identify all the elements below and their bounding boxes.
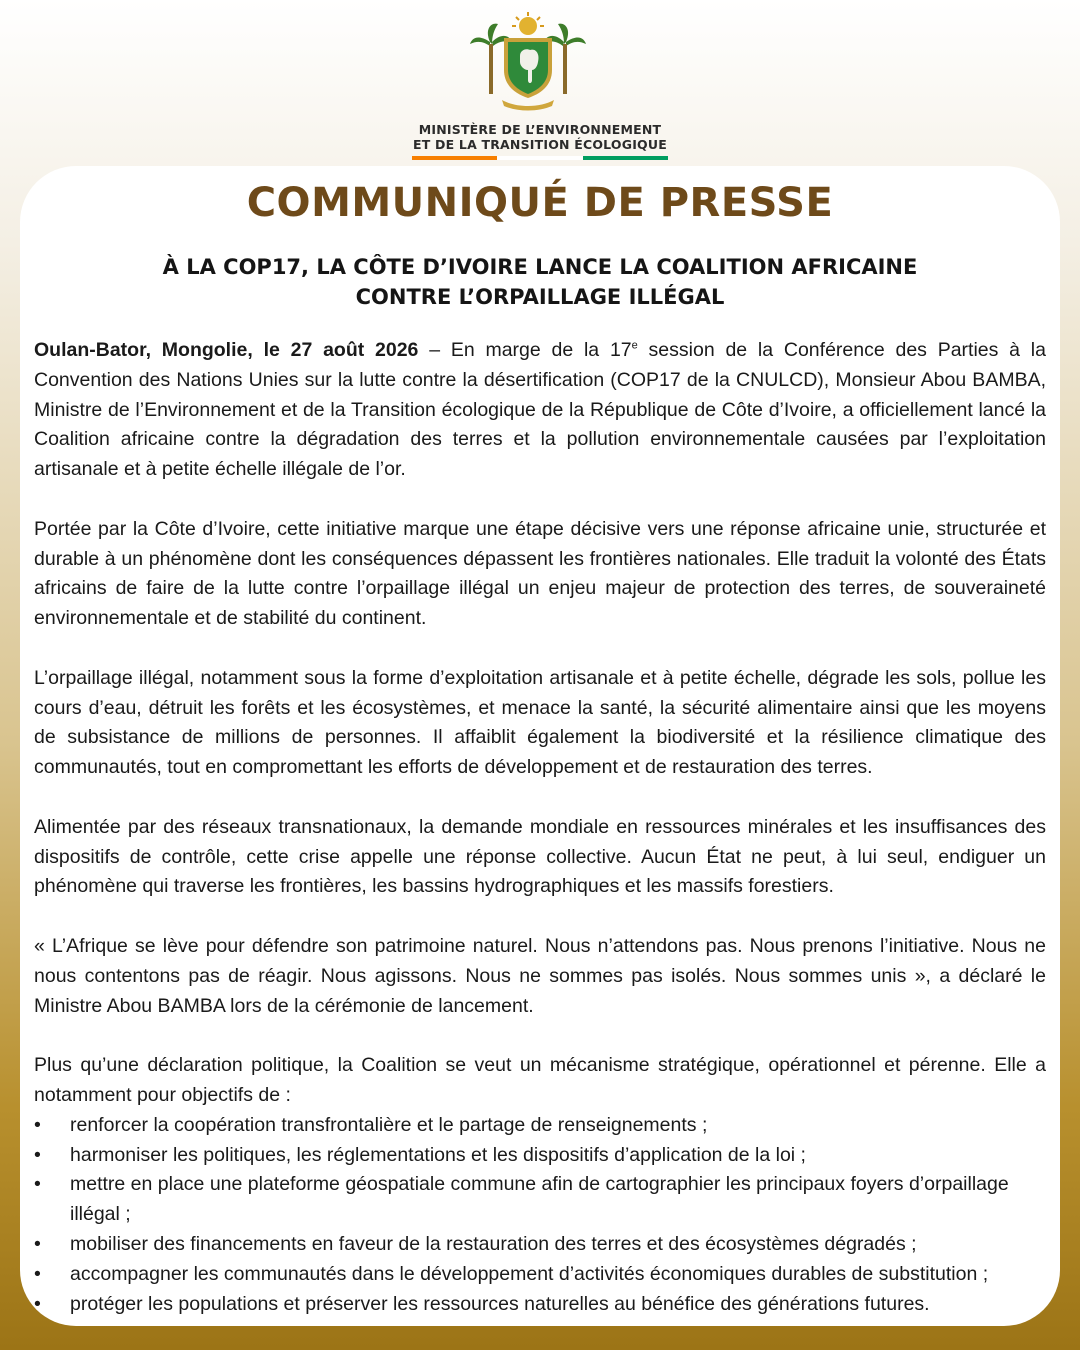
page-title: COMMUNIQUÉ DE PRESSE	[246, 180, 834, 226]
ministry-name	[0, 122, 1080, 152]
objective-item	[34, 1230, 1046, 1260]
objective-text: renforcer la coopération transfrontalière et le partage de renseignements ;	[70, 1113, 708, 1136]
objective-item	[34, 1170, 1046, 1230]
bullet-icon: •	[34, 1232, 41, 1255]
lead-text-end: session de la Conférence des Parties à la Convention des Nations Unies sur la lutte contre la désertification (COP17 de la CNULCD), Monsieur Abou BAMBA, Ministre de l’Environnement et de la Transition écologique de la République de Côte d’Ivoire, a officiellement lancé la Coalition africaine contre la dégradation des terres et la pollution environnementale causées par l’exploitation artisanale et à petite échelle illégale de l’or.	[34, 339, 1046, 481]
paragraph-4: Alimentée par des réseaux transnationaux, la demande mondiale en ressources minérales et les insuffisances des dispositifs de contrôle, cette crise appelle une réponse collective. Aucun État ne peut, à lui seul, endiguer un phénomène qui traverse les frontières, les bassins hydrographiques et les massifs forestiers.	[34, 815, 1046, 898]
objective-text: mobiliser des financements en faveur de la restauration des terres et des écosystèmes dégradés ;	[70, 1232, 917, 1255]
objective-item	[34, 1111, 1046, 1141]
press-release-body	[34, 336, 1046, 1319]
bullet-icon: •	[34, 1262, 41, 1285]
objectives-list	[34, 1111, 1046, 1320]
lead-paragraph	[34, 336, 1046, 485]
bullet-icon: •	[34, 1292, 41, 1315]
header	[0, 0, 1080, 170]
bullet-icon: •	[34, 1113, 41, 1136]
dateline: Oulan-Bator, Mongolie, le 27 août 2026	[34, 339, 419, 361]
ministry-line-2: ET DE LA TRANSITION ÉCOLOGIQUE	[413, 137, 667, 152]
paragraph-2: Portée par la Côte d’Ivoire, cette initiative marque une étape décisive vers une réponse africaine unie, structurée et durable à un phénomène dont les conséquences dépassent les frontières nationales. Elle traduit la volonté des États africains de faire de la lutte contre l’orpaillage illégal un enjeu majeur de protection des terres, de souveraineté environnementale et de stabilité du continent.	[34, 517, 1046, 630]
headline-line-1: À LA COP17, LA CÔTE D’IVOIRE LANCE LA COALITION AFRICAINE	[162, 255, 918, 279]
flag-color-bar	[412, 156, 668, 160]
headline	[0, 252, 1080, 312]
objectives-intro: Plus qu’une déclaration politique, la Coalition se veut un mécanisme stratégique, opérationnel et pérenne. Elle a notamment pour objectifs de :	[34, 1054, 1046, 1106]
objective-text: protéger les populations et préserver les ressources naturelles au bénéfice des générations futures.	[70, 1292, 930, 1315]
headline-line-2: CONTRE L’ORPAILLAGE ILLÉGAL	[355, 285, 725, 309]
objective-text: mettre en place une plateforme géospatiale commune afin de cartographier les principaux foyers d’orpaillage illégal ;	[70, 1173, 1009, 1226]
objective-text: harmoniser les politiques, les réglementations et les dispositifs d’application de la loi ;	[70, 1143, 806, 1166]
flag-orange-stripe	[412, 156, 497, 160]
objective-item	[34, 1260, 1046, 1290]
quote-paragraph: « L’Afrique se lève pour défendre son patrimoine naturel. Nous n’attendons pas. Nous prenons l’initiative. Nous ne nous contentons pas de réagir. Nous agissons. Nous ne sommes pas isolés. Nous sommes unis », a déclaré le Ministre Abou BAMBA lors de la cérémonie de lancement.	[34, 934, 1046, 1017]
lead-text-start: – En marge de la 17	[418, 339, 632, 361]
ministry-line-1: MINISTÈRE DE L’ENVIRONNEMENT	[418, 122, 662, 137]
objective-item	[34, 1290, 1046, 1320]
paragraph-3: L’orpaillage illégal, notamment sous la forme d’exploitation artisanale et à petite échelle, dégrade les sols, pollue les cours d’eau, détruit les forêts et les écosystèmes, et menace la santé, la sécurité alimentaire ainsi que les moyens de subsistance de millions de personnes. Il affaiblit également la biodiversité et la résilience climatique des communautés, tout en compromettant les efforts de développement et de restauration des terres.	[34, 666, 1046, 779]
ordinal-superscript: e	[631, 339, 638, 352]
flag-green-stripe	[583, 156, 668, 160]
objective-text: accompagner les communautés dans le développement d’activités économiques durables de substitution ;	[70, 1262, 989, 1285]
flag-white-stripe	[497, 156, 582, 160]
objective-item	[34, 1141, 1046, 1171]
bullet-icon: •	[34, 1143, 41, 1166]
coat-of-arms-emblem	[468, 12, 588, 112]
bullet-icon: •	[34, 1173, 41, 1196]
